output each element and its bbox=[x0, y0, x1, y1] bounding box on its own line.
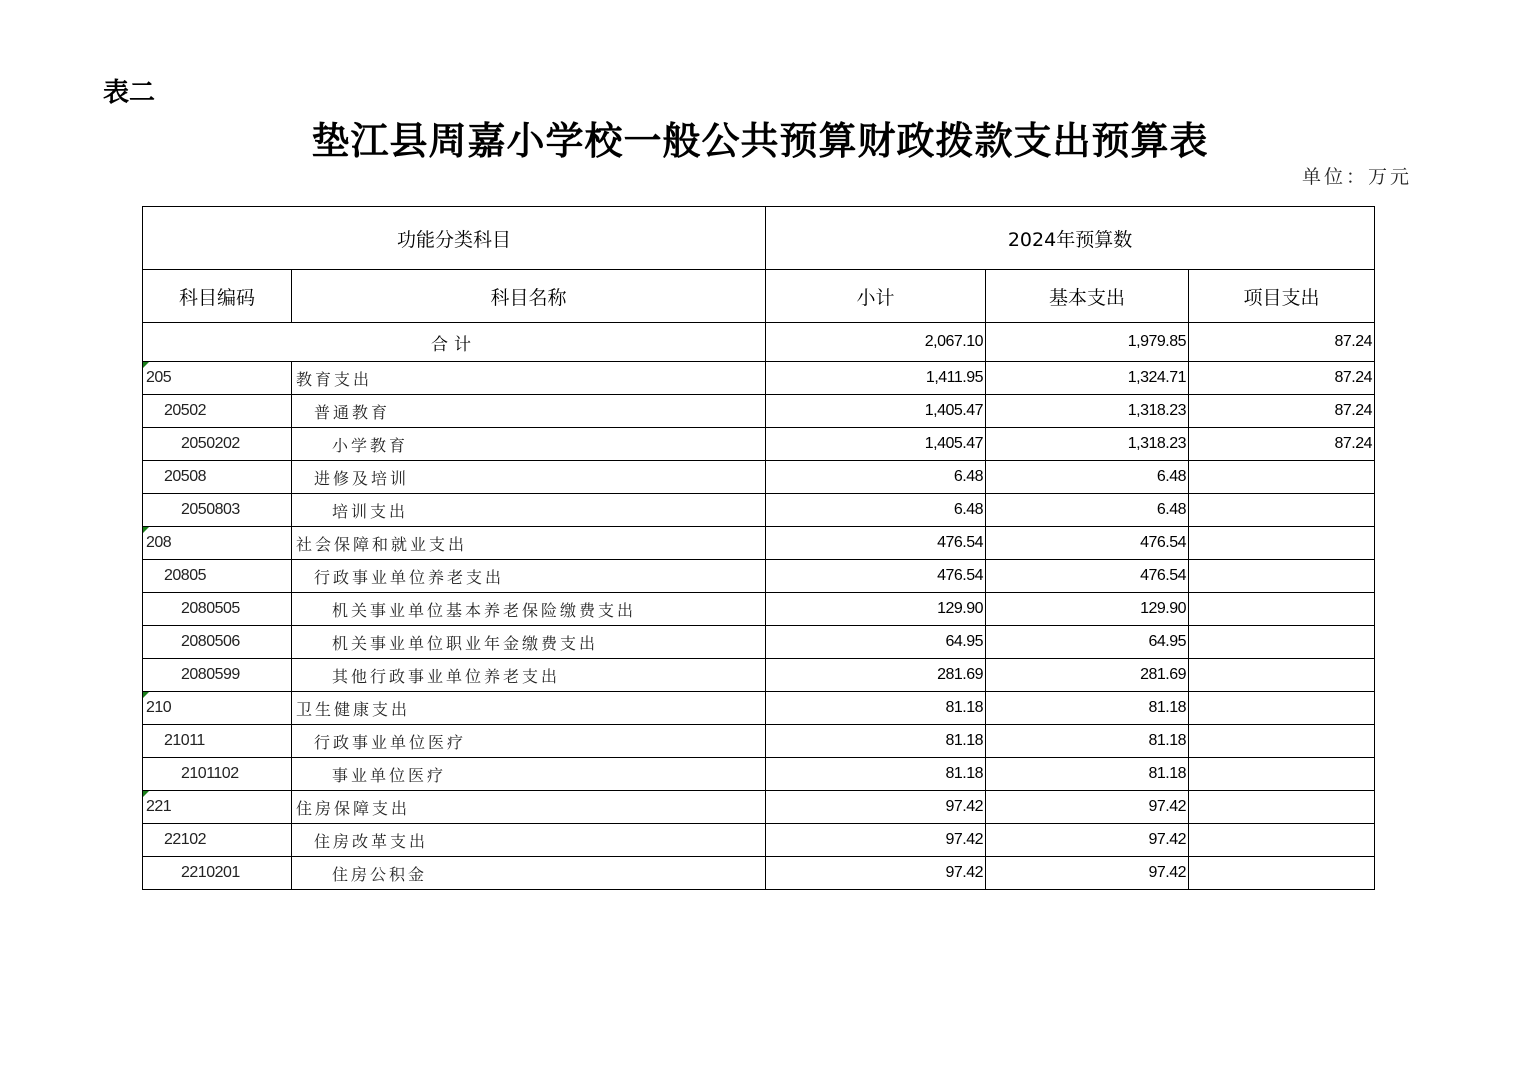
project-expenditure-cell bbox=[1189, 593, 1375, 626]
project-expenditure-cell bbox=[1189, 857, 1375, 890]
subject-name-cell: 卫生健康支出 bbox=[292, 692, 766, 725]
table-row bbox=[143, 725, 1375, 758]
project-expenditure-cell bbox=[1189, 659, 1375, 692]
project-expenditure-cell bbox=[1189, 692, 1375, 725]
table-row bbox=[143, 791, 1375, 824]
subject-code-cell: 20805 bbox=[143, 560, 292, 593]
project-expenditure-cell bbox=[1189, 494, 1375, 527]
basic-expenditure-cell: 97.42 bbox=[986, 791, 1189, 824]
subject-name-cell: 社会保障和就业支出 bbox=[292, 527, 766, 560]
header-subtotal: 小计 bbox=[766, 270, 986, 323]
subtotal-cell: 476.54 bbox=[766, 560, 986, 593]
subject-code-cell: 2080506 bbox=[143, 626, 292, 659]
basic-expenditure-cell: 81.18 bbox=[986, 692, 1189, 725]
subtotal-cell: 81.18 bbox=[766, 692, 986, 725]
basic-expenditure-cell: 81.18 bbox=[986, 758, 1189, 791]
subject-name-cell: 行政事业单位养老支出 bbox=[292, 560, 766, 593]
subject-name-cell: 机关事业单位职业年金缴费支出 bbox=[292, 626, 766, 659]
subject-name-cell: 小学教育 bbox=[292, 428, 766, 461]
subject-name-cell: 教育支出 bbox=[292, 362, 766, 395]
page-title: 垫江县周嘉小学校一般公共预算财政拨款支出预算表 bbox=[311, 118, 1209, 163]
subtotal-cell: 97.42 bbox=[766, 791, 986, 824]
subject-code-cell: 22102 bbox=[143, 824, 292, 857]
project-expenditure-cell: 87.24 bbox=[1189, 428, 1375, 461]
project-expenditure-cell bbox=[1189, 560, 1375, 593]
table-row bbox=[143, 494, 1375, 527]
subject-code-cell: 2080505 bbox=[143, 593, 292, 626]
basic-expenditure-cell: 64.95 bbox=[986, 626, 1189, 659]
basic-expenditure-cell: 97.42 bbox=[986, 824, 1189, 857]
basic-expenditure-cell: 1,318.23 bbox=[986, 395, 1189, 428]
basic-expenditure-cell: 1,324.71 bbox=[986, 362, 1189, 395]
basic-expenditure-cell: 476.54 bbox=[986, 560, 1189, 593]
subject-code-cell: 2080599 bbox=[143, 659, 292, 692]
subtotal-cell: 6.48 bbox=[766, 494, 986, 527]
subtotal-cell: 1,411.95 bbox=[766, 362, 986, 395]
total-basic: 1,979.85 bbox=[986, 323, 1189, 362]
table-row bbox=[143, 824, 1375, 857]
project-expenditure-cell bbox=[1189, 626, 1375, 659]
subject-code-cell: 2210201 bbox=[143, 857, 292, 890]
basic-expenditure-cell: 97.42 bbox=[986, 857, 1189, 890]
table-row bbox=[143, 857, 1375, 890]
subtotal-cell: 476.54 bbox=[766, 527, 986, 560]
table-row bbox=[143, 758, 1375, 791]
project-expenditure-cell: 87.24 bbox=[1189, 362, 1375, 395]
budget-table bbox=[142, 206, 1375, 890]
subject-name-cell: 进修及培训 bbox=[292, 461, 766, 494]
subtotal-cell: 1,405.47 bbox=[766, 428, 986, 461]
header-functional-classification: 功能分类科目 bbox=[143, 207, 766, 270]
basic-expenditure-cell: 281.69 bbox=[986, 659, 1189, 692]
subtotal-cell: 129.90 bbox=[766, 593, 986, 626]
header-budget-year: 2024年预算数 bbox=[766, 207, 1375, 270]
project-expenditure-cell bbox=[1189, 791, 1375, 824]
table-row bbox=[143, 362, 1375, 395]
subject-name-cell: 住房公积金 bbox=[292, 857, 766, 890]
table-row bbox=[143, 395, 1375, 428]
subtotal-cell: 97.42 bbox=[766, 824, 986, 857]
project-expenditure-cell bbox=[1189, 725, 1375, 758]
subject-name-cell: 事业单位医疗 bbox=[292, 758, 766, 791]
subject-name-cell: 机关事业单位基本养老保险缴费支出 bbox=[292, 593, 766, 626]
subtotal-cell: 81.18 bbox=[766, 758, 986, 791]
table-row bbox=[143, 626, 1375, 659]
project-expenditure-cell: 87.24 bbox=[1189, 395, 1375, 428]
project-expenditure-cell bbox=[1189, 461, 1375, 494]
table-row bbox=[143, 428, 1375, 461]
subject-code-cell: 20508 bbox=[143, 461, 292, 494]
basic-expenditure-cell: 1,318.23 bbox=[986, 428, 1189, 461]
subject-code-cell: 20502 bbox=[143, 395, 292, 428]
table-row bbox=[143, 593, 1375, 626]
subtotal-cell: 64.95 bbox=[766, 626, 986, 659]
subject-code-cell: 210 bbox=[143, 692, 292, 725]
project-expenditure-cell bbox=[1189, 824, 1375, 857]
subject-name-cell: 其他行政事业单位养老支出 bbox=[292, 659, 766, 692]
subject-code-cell: 2050803 bbox=[143, 494, 292, 527]
table-row bbox=[143, 659, 1375, 692]
table-row bbox=[143, 461, 1375, 494]
header-subject-code: 科目编码 bbox=[143, 270, 292, 323]
total-row bbox=[143, 323, 1375, 362]
total-subtotal: 2,067.10 bbox=[766, 323, 986, 362]
basic-expenditure-cell: 476.54 bbox=[986, 527, 1189, 560]
header-subject-name: 科目名称 bbox=[292, 270, 766, 323]
subtotal-cell: 97.42 bbox=[766, 857, 986, 890]
subject-name-cell: 住房保障支出 bbox=[292, 791, 766, 824]
subtotal-cell: 81.18 bbox=[766, 725, 986, 758]
header-project-expenditure: 项目支出 bbox=[1189, 270, 1375, 323]
subject-code-cell: 221 bbox=[143, 791, 292, 824]
basic-expenditure-cell: 6.48 bbox=[986, 494, 1189, 527]
subject-name-cell: 普通教育 bbox=[292, 395, 766, 428]
subject-code-cell: 2050202 bbox=[143, 428, 292, 461]
project-expenditure-cell bbox=[1189, 758, 1375, 791]
subject-name-cell: 培训支出 bbox=[292, 494, 766, 527]
table-label: 表二 bbox=[103, 78, 156, 108]
subtotal-cell: 1,405.47 bbox=[766, 395, 986, 428]
total-label: 合计 bbox=[143, 323, 766, 362]
subject-name-cell: 住房改革支出 bbox=[292, 824, 766, 857]
table-row bbox=[143, 560, 1375, 593]
subject-code-cell: 205 bbox=[143, 362, 292, 395]
table-row bbox=[143, 692, 1375, 725]
subtotal-cell: 281.69 bbox=[766, 659, 986, 692]
basic-expenditure-cell: 81.18 bbox=[986, 725, 1189, 758]
subject-code-cell: 208 bbox=[143, 527, 292, 560]
unit-label: 单位：万元 bbox=[1302, 166, 1413, 188]
project-expenditure-cell bbox=[1189, 527, 1375, 560]
subtotal-cell: 6.48 bbox=[766, 461, 986, 494]
total-project: 87.24 bbox=[1189, 323, 1375, 362]
basic-expenditure-cell: 6.48 bbox=[986, 461, 1189, 494]
basic-expenditure-cell: 129.90 bbox=[986, 593, 1189, 626]
subject-name-cell: 行政事业单位医疗 bbox=[292, 725, 766, 758]
subject-code-cell: 2101102 bbox=[143, 758, 292, 791]
header-basic-expenditure: 基本支出 bbox=[986, 270, 1189, 323]
table-row bbox=[143, 527, 1375, 560]
subject-code-cell: 21011 bbox=[143, 725, 292, 758]
